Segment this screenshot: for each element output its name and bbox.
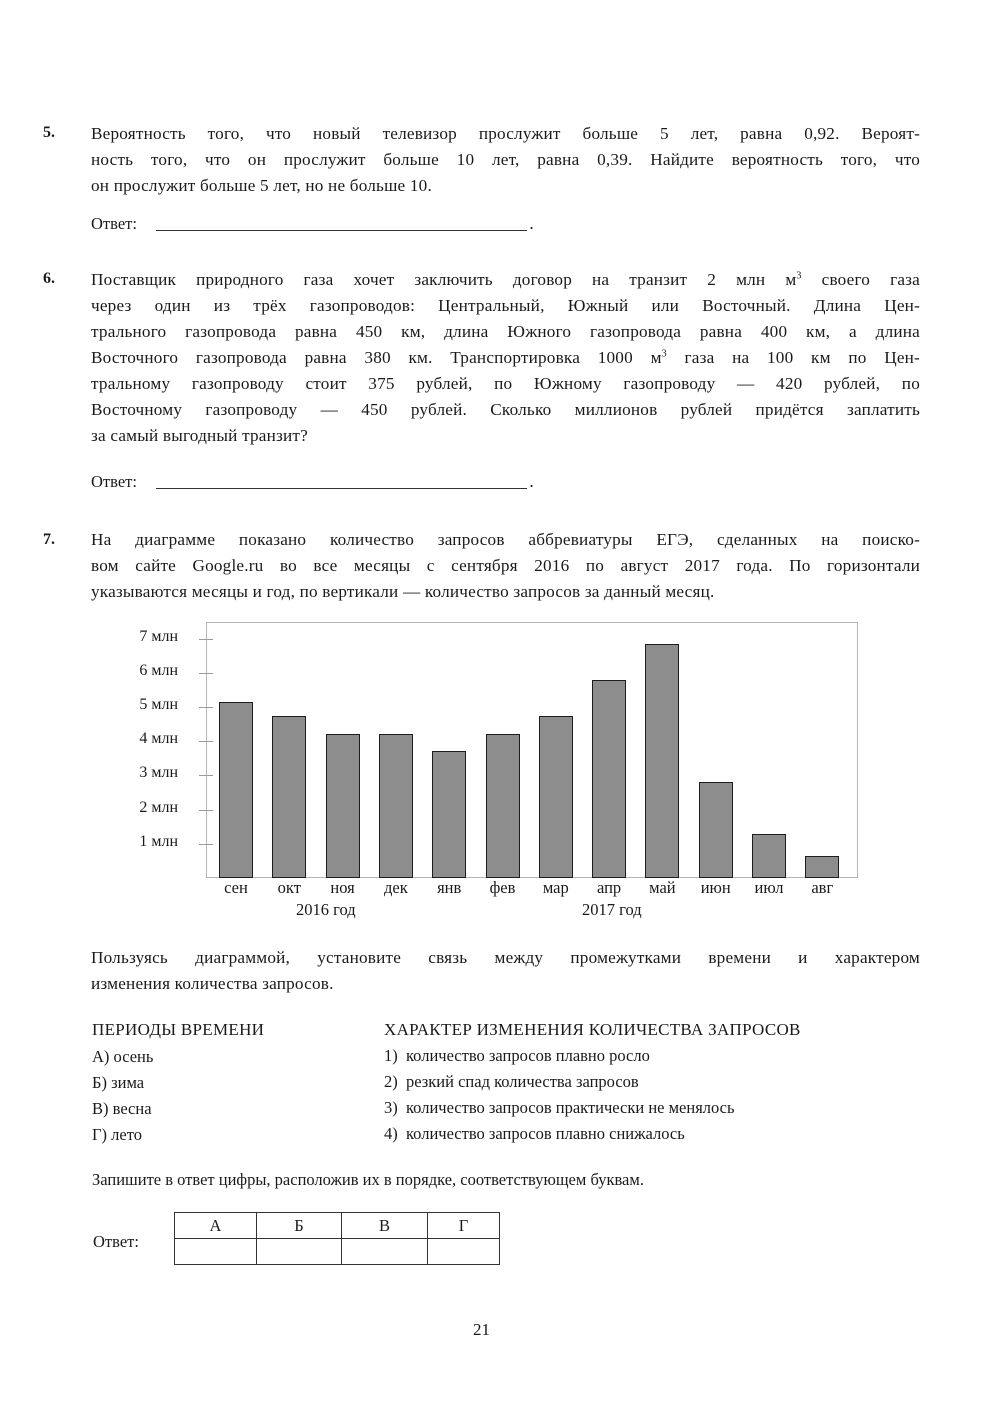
y-tick-label: 6 млн — [139, 661, 178, 679]
bar-6 — [539, 716, 573, 878]
change-text: количество запросов плавно снижалось — [406, 1124, 685, 1143]
bar-10 — [752, 834, 786, 878]
year-label-2016: 2016 год — [296, 900, 356, 919]
task-7-line: указываются месяцы и год, по вертикали — количество запросов за данный месяц. — [91, 582, 715, 601]
answer-header-v: В — [342, 1213, 428, 1239]
instruction-line: изменения количества запросов. — [91, 974, 334, 993]
page-number: 21 — [473, 1320, 490, 1339]
bar-11 — [805, 856, 839, 878]
task-6-number: 6. — [43, 270, 55, 287]
change-text: количество запросов практически не менялось — [406, 1098, 735, 1117]
y-tick — [199, 741, 213, 742]
task-7-number: 7. — [43, 531, 55, 548]
periods-header: ПЕРИОДЫ ВРЕМЕНИ — [92, 1020, 265, 1039]
task-6-line: через один из трёх газопроводов: Центральный, Южный или Восточный. Длина Цен- — [91, 296, 920, 315]
task-6-line: трального газопровода равна 450 км, длина Южного газопровода равна 400 км, а длина — [91, 322, 920, 341]
task-6-line — [91, 267, 920, 293]
text-run: Восточного газопровода равна 380 км. Транспортировка 1000 м — [91, 348, 662, 367]
x-tick-label: ноя — [330, 878, 355, 897]
change-number: 2) — [384, 1072, 398, 1091]
period-item: В) весна — [92, 1099, 152, 1118]
task-6-answer-dot: . — [529, 472, 535, 491]
y-tick — [199, 775, 213, 776]
instruction-line: Пользуясь диаграммой, установите связь между промежутками времени и характером — [91, 948, 920, 967]
x-tick-label: мар — [542, 878, 569, 897]
task-6-line: Восточному газопроводу — 450 рублей. Сколько миллионов рублей придётся заплатить — [91, 400, 920, 419]
x-tick-label: янв — [437, 878, 462, 897]
bar-2 — [326, 734, 360, 878]
bar-0 — [219, 702, 253, 878]
task-6-answer-label: Ответ: — [91, 472, 137, 491]
answer-cell-v[interactable] — [342, 1239, 428, 1265]
bar-1 — [272, 716, 306, 878]
y-tick-label: 4 млн — [139, 730, 178, 748]
task-6-line: за самый выгодный транзит? — [91, 426, 308, 445]
x-tick-label: май — [649, 878, 676, 897]
change-item — [384, 1098, 735, 1118]
y-tick-label: 1 млн — [139, 832, 178, 850]
task-7-instruction — [91, 945, 920, 997]
change-item — [384, 1124, 685, 1144]
x-tick-label: апр — [597, 878, 622, 897]
change-text: резкий спад количества запросов — [406, 1072, 639, 1091]
y-tick-label: 2 млн — [139, 798, 178, 816]
x-tick-label: сен — [224, 878, 248, 897]
answer-header-g: Г — [428, 1213, 500, 1239]
bar-4 — [432, 751, 466, 878]
bar-7 — [592, 680, 626, 878]
changes-header: ХАРАКТЕР ИЗМЕНЕНИЯ КОЛИЧЕСТВА ЗАПРОСОВ — [384, 1020, 801, 1039]
bar-9 — [699, 782, 733, 878]
change-number: 1) — [384, 1046, 398, 1065]
period-item: Г) лето — [92, 1125, 142, 1144]
y-tick — [199, 639, 213, 640]
task-6-text — [91, 267, 920, 449]
change-item — [384, 1046, 650, 1066]
task-7-text — [91, 527, 920, 605]
y-tick — [199, 673, 213, 674]
task-5-line: ность того, что он прослужит больше 10 лет, равна 0,39. Найдите вероятность того, что — [91, 150, 920, 169]
period-item: А) осень — [92, 1047, 154, 1066]
text-run: газа на 100 км по Цен- — [666, 348, 920, 367]
y-tick — [199, 707, 213, 708]
x-tick-label: дек — [384, 878, 408, 897]
task-7-line: На диаграмме показано количество запросов аббревиатуры ЕГЭ, сделанных на поиско- — [91, 530, 920, 549]
y-tick-label: 7 млн — [139, 627, 178, 645]
task-5-line: Вероятность того, что новый телевизор прослужит больше 5 лет, равна 0,92. Вероят- — [91, 124, 920, 143]
task-5-line: он прослужит больше 5 лет, но не больше 10. — [91, 176, 432, 195]
change-item — [384, 1072, 639, 1092]
text-run: своего газа — [801, 270, 920, 289]
answer-table — [174, 1212, 500, 1265]
task-7-answer-label: Ответ: — [93, 1232, 139, 1251]
x-tick-label: июн — [700, 878, 731, 897]
x-tick-label: фев — [489, 878, 516, 897]
task-6-answer-field[interactable] — [156, 488, 527, 489]
answer-cell-b[interactable] — [257, 1239, 342, 1265]
bar-3 — [379, 734, 413, 878]
x-tick-label: окт — [277, 878, 301, 897]
write-instruction: Запишите в ответ цифры, расположив их в порядке, соответствующем буквам. — [92, 1170, 644, 1189]
bar-8 — [645, 644, 679, 878]
task-7-line: вом сайте Google.ru во все месяцы с сентября 2016 по август 2017 года. По горизонтали — [91, 556, 920, 575]
period-item: Б) зима — [92, 1073, 145, 1092]
task-5-answer-field[interactable] — [156, 230, 527, 231]
answer-cell-g[interactable] — [428, 1239, 500, 1265]
superscript: 3 — [796, 270, 802, 282]
task-6-line: тральному газопроводу стоит 375 рублей, по Южному газопроводу — 420 рублей, по — [91, 374, 920, 393]
y-tick — [199, 810, 213, 811]
answer-cell-a[interactable] — [175, 1239, 257, 1265]
task-5-text — [91, 121, 920, 199]
task-5-answer-label: Ответ: — [91, 214, 137, 233]
task-5-number: 5. — [43, 124, 55, 141]
year-label-2017: 2017 год — [582, 900, 642, 919]
y-tick — [199, 844, 213, 845]
answer-header-b: Б — [257, 1213, 342, 1239]
task-6-line — [91, 345, 920, 371]
y-tick-label: 5 млн — [139, 696, 178, 713]
text-run: Поставщик природного газа хочет заключить договор на транзит 2 млн м — [91, 270, 797, 289]
change-text: количество запросов плавно росло — [406, 1046, 650, 1065]
change-number: 4) — [384, 1124, 398, 1143]
x-tick-label: июл — [754, 878, 784, 897]
superscript: 3 — [661, 348, 667, 360]
y-tick-label: 3 млн — [139, 764, 178, 782]
task-5-answer-dot: . — [529, 214, 535, 233]
x-tick-label: авг — [811, 878, 834, 897]
change-number: 3) — [384, 1098, 398, 1117]
bar-5 — [486, 734, 520, 878]
answer-header-a: А — [175, 1213, 257, 1239]
